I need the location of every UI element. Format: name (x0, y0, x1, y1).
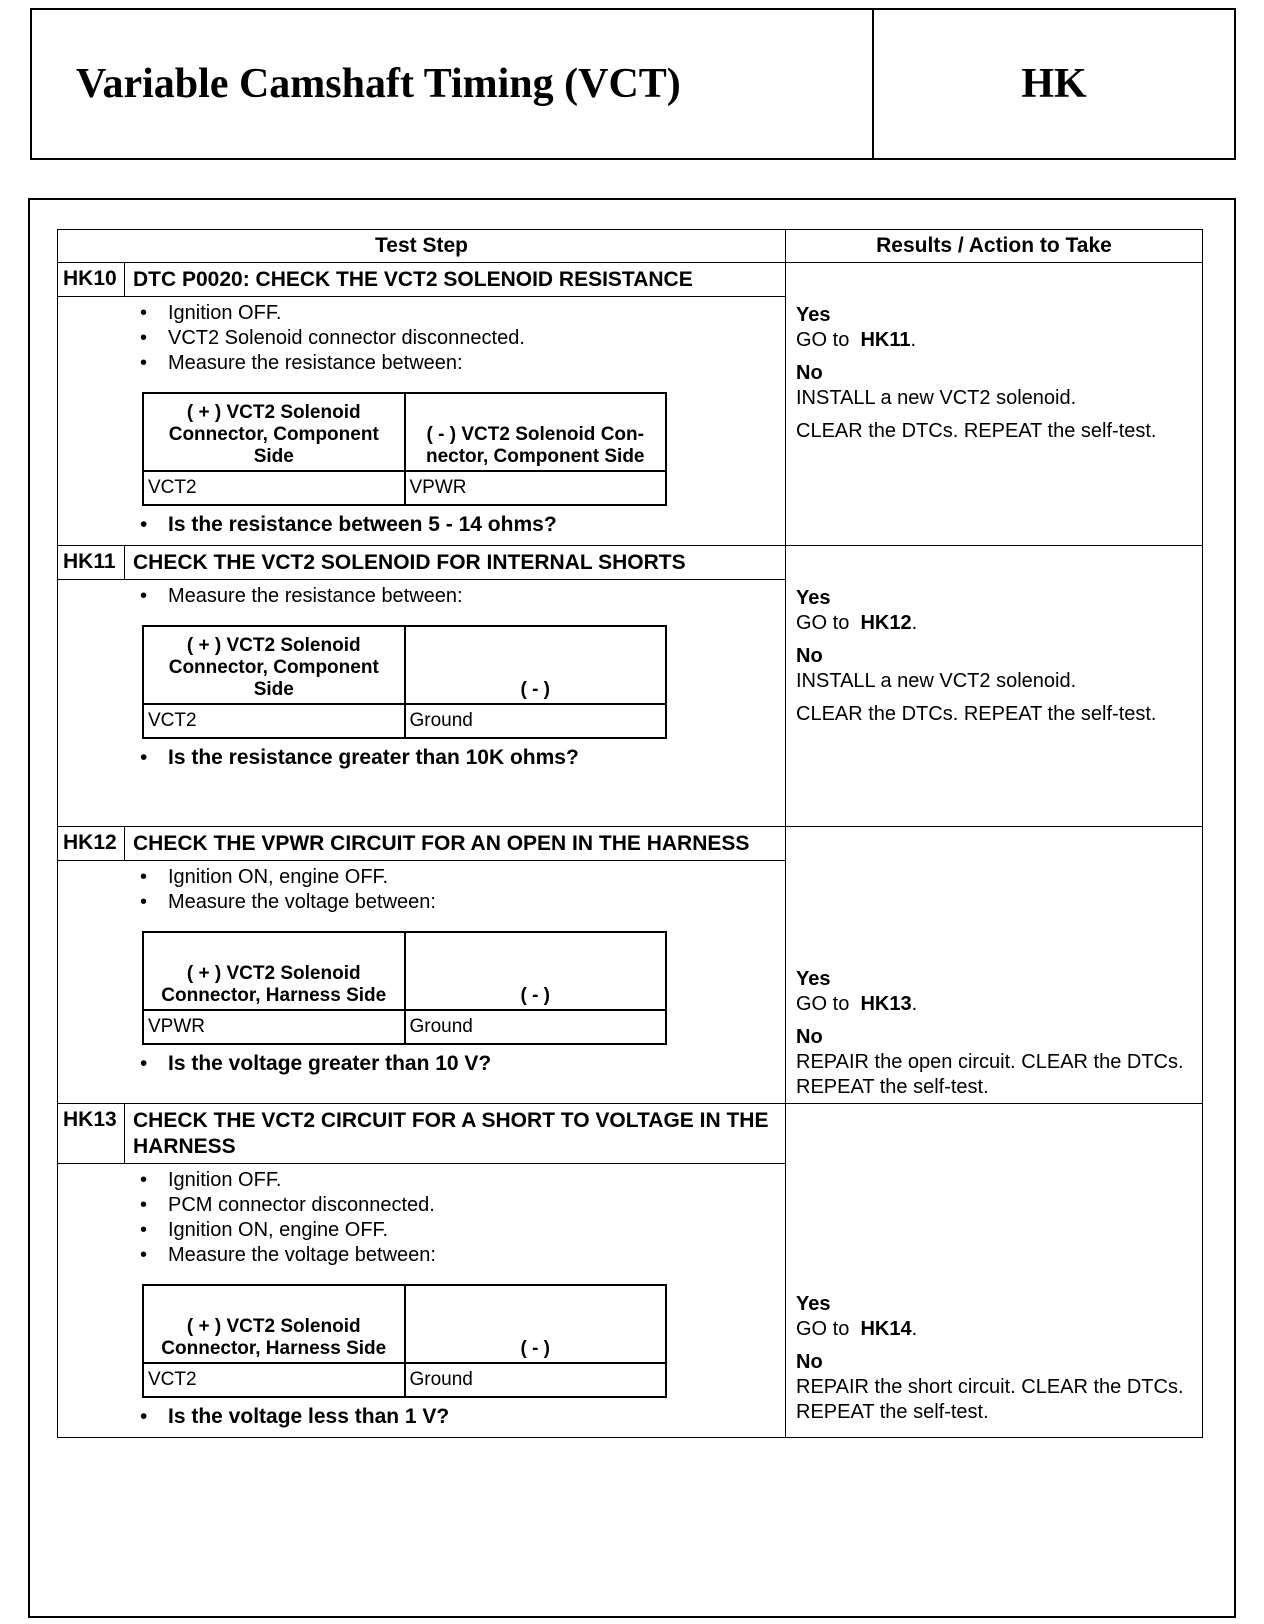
result-yes-end: . (910, 329, 917, 351)
table-header-row (58, 230, 1203, 263)
result-yes-end: . (911, 1318, 918, 1340)
measurement-table (142, 931, 667, 1045)
measurement-table (142, 1284, 667, 1398)
step-bullet: • Measure the voltage between: (168, 1243, 785, 1268)
meas-header-positive: ( + ) VCT2 Solenoid Connector, Component Side (143, 393, 405, 471)
step-question: • Is the voltage greater than 10 V? (168, 1051, 785, 1076)
meas-value-positive: VCT2 (143, 704, 405, 738)
step-row-hk13 (58, 1104, 1203, 1438)
col-results: Results / Action to Take (786, 230, 1203, 263)
meas-value-negative: Ground (405, 1010, 667, 1044)
step-header (58, 546, 785, 580)
meas-header-negative: ( - ) (405, 626, 667, 704)
result-no-label: No (796, 645, 823, 667)
step-row-hk10 (58, 263, 1203, 546)
step-question: • Is the voltage less than 1 V? (168, 1404, 785, 1429)
result-yes-action: GO to (796, 1318, 850, 1340)
meas-value-positive: VCT2 (143, 471, 405, 505)
meas-header-negative: ( - ) (405, 932, 667, 1010)
meas-header-positive: ( + ) VCT2 Solenoid Connector, Harness Side (143, 932, 405, 1010)
measurement-table (142, 625, 667, 739)
result-no-extra: CLEAR the DTCs. REPEAT the self-test. (796, 420, 1157, 442)
step-title: DTC P0020: CHECK THE VCT2 SOLENOID RESISTANCE (124, 263, 785, 296)
result-yes-target[interactable]: HK11 (860, 329, 911, 351)
result-yes-action: GO to (796, 993, 850, 1015)
step-body (58, 580, 785, 778)
result-yes-label: Yes (796, 587, 831, 609)
step-bullet: • Ignition OFF. (168, 301, 785, 326)
meas-value-positive: VPWR (143, 1010, 405, 1044)
step-question: • Is the resistance between 5 - 14 ohms? (168, 512, 785, 537)
result-yes-target[interactable]: HK13 (860, 993, 912, 1015)
step-body (58, 297, 785, 545)
result-yes-target[interactable]: HK12 (860, 612, 912, 634)
step-bullet: • Measure the resistance between: (168, 351, 785, 376)
result-yes-action: GO to (796, 612, 850, 634)
result-no-action: REPAIR the open circuit. CLEAR the DTCs. REPEAT the self-test. (796, 1051, 1184, 1098)
page-header (30, 8, 1236, 160)
step-id: HK13 (63, 1108, 117, 1131)
meas-value-positive: VCT2 (143, 1363, 405, 1397)
step-body (58, 1164, 785, 1437)
meas-value-negative: Ground (405, 704, 667, 738)
step-bullet: • Ignition OFF. (168, 1168, 785, 1193)
step-row-hk11 (58, 546, 1203, 827)
step-row-hk12 (58, 827, 1203, 1104)
step-result (786, 263, 1202, 444)
result-no-label: No (796, 1351, 823, 1373)
step-result (786, 827, 1202, 1100)
col-test-step: Test Step (58, 230, 786, 263)
step-bullet: • Ignition ON, engine OFF. (168, 865, 785, 890)
meas-header-negative: ( - ) (405, 1285, 667, 1363)
step-id: HK11 (63, 550, 116, 573)
step-id: HK10 (63, 267, 117, 290)
meas-header-positive: ( + ) VCT2 Solenoid Connector, Harness Side (143, 1285, 405, 1363)
step-bullet: • Measure the resistance between: (168, 584, 785, 609)
result-no-action: INSTALL a new VCT2 solenoid. (796, 387, 1077, 409)
step-bullet: • Measure the voltage between: (168, 890, 785, 915)
meas-header-positive: ( + ) VCT2 Solenoid Connector, Component Side (143, 626, 405, 704)
step-question: • Is the resistance greater than 10K ohms? (168, 745, 785, 770)
step-header (58, 1104, 785, 1164)
meas-value-negative: VPWR (405, 471, 667, 505)
step-id: HK12 (63, 831, 117, 854)
section-code: HK (1021, 61, 1087, 107)
step-header (58, 827, 785, 861)
result-yes-end: . (911, 612, 918, 634)
result-yes-label: Yes (796, 304, 831, 326)
result-no-action: INSTALL a new VCT2 solenoid. (796, 670, 1077, 692)
result-no-action: REPAIR the short circuit. CLEAR the DTCs. REPEAT the self-test. (796, 1376, 1184, 1423)
result-no-label: No (796, 1026, 823, 1048)
step-header (58, 263, 785, 297)
result-no-label: No (796, 362, 823, 384)
step-title: CHECK THE VCT2 SOLENOID FOR INTERNAL SHORTS (124, 546, 785, 579)
step-title: CHECK THE VPWR CIRCUIT FOR AN OPEN IN THE HARNESS (124, 827, 785, 860)
result-yes-label: Yes (796, 1293, 831, 1315)
step-title: CHECK THE VCT2 CIRCUIT FOR A SHORT TO VOLTAGE IN THE HARNESS (124, 1104, 785, 1163)
result-yes-target[interactable]: HK14 (860, 1318, 912, 1340)
step-bullet: • Ignition ON, engine OFF. (168, 1218, 785, 1243)
result-yes-end: . (911, 993, 918, 1015)
result-no-extra: CLEAR the DTCs. REPEAT the self-test. (796, 703, 1157, 725)
meas-value-negative: Ground (405, 1363, 667, 1397)
measurement-table (142, 392, 667, 506)
step-result (786, 546, 1202, 727)
step-bullet: • PCM connector disconnected. (168, 1193, 785, 1218)
page-title: Variable Camshaft Timing (VCT) (32, 10, 874, 158)
result-yes-label: Yes (796, 968, 831, 990)
step-result (786, 1104, 1202, 1425)
step-bullet: • VCT2 Solenoid connector disconnected. (168, 326, 785, 351)
test-step-table (57, 229, 1203, 1438)
result-yes-action: GO to (796, 329, 850, 351)
meas-header-negative: ( - ) VCT2 Solenoid Con-nector, Component Side (405, 393, 667, 471)
step-body (58, 861, 785, 1084)
